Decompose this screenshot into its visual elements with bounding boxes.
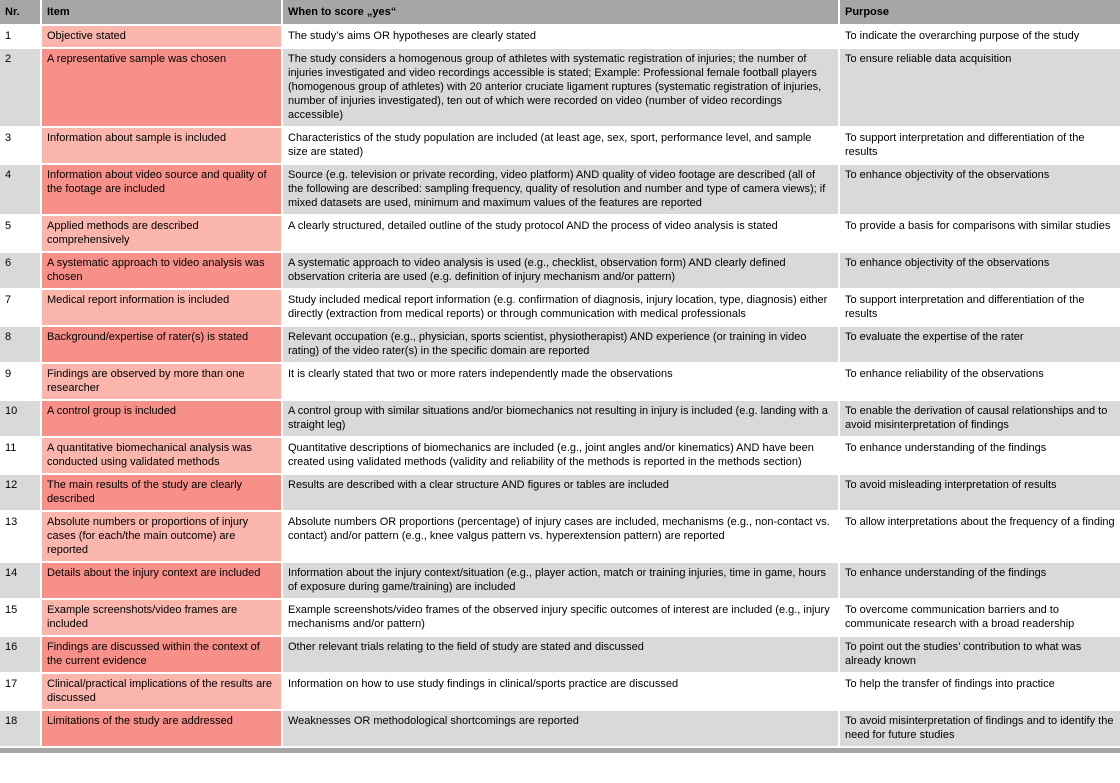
row-number-cell: 16 <box>0 637 40 672</box>
table-row <box>0 600 1120 635</box>
table-row <box>0 327 1120 362</box>
purpose-cell: To avoid misleading interpretation of results <box>840 475 1120 510</box>
table-row <box>0 637 1120 672</box>
row-number-cell: 14 <box>0 563 40 598</box>
when-to-score-cell: Example screenshots/video frames of the observed injury specific outcomes of interest are included (e.g., injury mechanisms and/or pattern) <box>283 600 838 635</box>
table-row <box>0 512 1120 561</box>
purpose-cell: To provide a basis for comparisons with similar studies <box>840 216 1120 251</box>
table-row <box>0 475 1120 510</box>
table-row <box>0 253 1120 288</box>
purpose-cell: To enhance understanding of the findings <box>840 438 1120 473</box>
col-header-purpose: Purpose <box>840 0 1120 24</box>
item-cell: Limitations of the study are addressed <box>42 711 281 746</box>
when-to-score-cell: Results are described with a clear structure AND figures or tables are included <box>283 475 838 510</box>
purpose-cell: To enhance objectivity of the observations <box>840 253 1120 288</box>
item-cell: Absolute numbers or proportions of injury cases (for each/the main outcome) are reported <box>42 512 281 561</box>
item-cell: The main results of the study are clearly described <box>42 475 281 510</box>
table-row <box>0 401 1120 436</box>
row-number-cell: 7 <box>0 290 40 325</box>
table-header-row <box>0 0 1120 24</box>
purpose-cell: To enhance reliability of the observations <box>840 364 1120 399</box>
purpose-cell: To evaluate the expertise of the rater <box>840 327 1120 362</box>
when-to-score-cell: A systematic approach to video analysis is used (e.g., checklist, observation form) AND clearly defined observation criteria are used (e.g. definition of injury mechanism and/or pattern) <box>283 253 838 288</box>
purpose-cell: To overcome communication barriers and to communicate research with a broad readership <box>840 600 1120 635</box>
row-number-cell: 11 <box>0 438 40 473</box>
when-to-score-cell: A control group with similar situations and/or biomechanics not resulting in injury is included (e.g. landing with a straight leg) <box>283 401 838 436</box>
purpose-cell: To support interpretation and differentiation of the results <box>840 290 1120 325</box>
row-number-cell: 9 <box>0 364 40 399</box>
table-row <box>0 674 1120 709</box>
table-row <box>0 563 1120 598</box>
when-to-score-cell: Study included medical report information (e.g. confirmation of diagnosis, injury location, type, diagnosis) either directly (extraction from medical reports) or through communication with medical professionals <box>283 290 838 325</box>
purpose-cell: To enhance objectivity of the observations <box>840 165 1120 214</box>
item-cell: Clinical/practical implications of the results are discussed <box>42 674 281 709</box>
table-row <box>0 26 1120 47</box>
item-cell: Background/expertise of rater(s) is stated <box>42 327 281 362</box>
item-cell: Medical report information is included <box>42 290 281 325</box>
table-row <box>0 364 1120 399</box>
item-cell: A control group is included <box>42 401 281 436</box>
table-row <box>0 49 1120 126</box>
purpose-cell: To help the transfer of findings into practice <box>840 674 1120 709</box>
item-cell: Example screenshots/video frames are included <box>42 600 281 635</box>
row-number-cell: 15 <box>0 600 40 635</box>
row-number-cell: 2 <box>0 49 40 126</box>
row-number-cell: 17 <box>0 674 40 709</box>
purpose-cell: To indicate the overarching purpose of the study <box>840 26 1120 47</box>
item-cell: Objective stated <box>42 26 281 47</box>
col-header-when-to-score: When to score „yes“ <box>283 0 838 24</box>
row-number-cell: 18 <box>0 711 40 746</box>
when-to-score-cell: It is clearly stated that two or more raters independently made the observations <box>283 364 838 399</box>
item-cell: A systematic approach to video analysis was chosen <box>42 253 281 288</box>
item-cell: A representative sample was chosen <box>42 49 281 126</box>
table-body <box>0 26 1120 748</box>
when-to-score-cell: Other relevant trials relating to the field of study are stated and discussed <box>283 637 838 672</box>
row-number-cell: 1 <box>0 26 40 47</box>
purpose-cell: To enhance understanding of the findings <box>840 563 1120 598</box>
table-row <box>0 216 1120 251</box>
table-row <box>0 165 1120 214</box>
row-number-cell: 6 <box>0 253 40 288</box>
item-cell: Findings are discussed within the context of the current evidence <box>42 637 281 672</box>
when-to-score-cell: Weaknesses OR methodological shortcomings are reported <box>283 711 838 746</box>
purpose-cell: To point out the studies’ contribution to what was already known <box>840 637 1120 672</box>
row-number-cell: 8 <box>0 327 40 362</box>
when-to-score-cell: Quantitative descriptions of biomechanics are included (e.g., joint angles and/or kinematics) AND have been created using validated methods (validity and reliability of the methods is reported in the methods section) <box>283 438 838 473</box>
purpose-cell: To avoid misinterpretation of findings and to identify the need for future studies <box>840 711 1120 746</box>
when-to-score-cell: Information about the injury context/situation (e.g., player action, match or training injuries, time in game, hours of exposure during game/training) are included <box>283 563 838 598</box>
table-row <box>0 711 1120 746</box>
purpose-cell: To allow interpretations about the frequency of a finding <box>840 512 1120 561</box>
table-row <box>0 290 1120 325</box>
when-to-score-cell: The study’s aims OR hypotheses are clearly stated <box>283 26 838 47</box>
row-number-cell: 4 <box>0 165 40 214</box>
row-number-cell: 5 <box>0 216 40 251</box>
when-to-score-cell: Relevant occupation (e.g., physician, sports scientist, physiotherapist) AND experience (or training in video rating) of the video rater(s) in the specific domain are reported <box>283 327 838 362</box>
row-number-cell: 3 <box>0 128 40 163</box>
col-header-nr: Nr. <box>0 0 40 24</box>
when-to-score-cell: A clearly structured, detailed outline of the study protocol AND the process of video analysis is stated <box>283 216 838 251</box>
table-row <box>0 438 1120 473</box>
purpose-cell: To support interpretation and differentiation of the results <box>840 128 1120 163</box>
item-cell: Findings are observed by more than one researcher <box>42 364 281 399</box>
table-bottom-border <box>0 748 1120 753</box>
item-cell: Information about video source and quality of the footage are included <box>42 165 281 214</box>
col-header-item: Item <box>42 0 281 24</box>
when-to-score-cell: Absolute numbers OR proportions (percentage) of injury cases are included, mechanisms (e.g., non-contact vs. contact) and/or pattern (e.g., knee valgus pattern vs. hyperextension pattern) are reported <box>283 512 838 561</box>
item-cell: Applied methods are described comprehensively <box>42 216 281 251</box>
purpose-cell: To enable the derivation of causal relationships and to avoid misinterpretation of findings <box>840 401 1120 436</box>
when-to-score-cell: Information on how to use study findings in clinical/sports practice are discussed <box>283 674 838 709</box>
item-cell: Information about sample is included <box>42 128 281 163</box>
purpose-cell: To ensure reliable data acquisition <box>840 49 1120 126</box>
when-to-score-cell: Source (e.g. television or private recording, video platform) AND quality of video footage are described (all of the following are described: sampling frequency, quality of resolution and number and type of camera views); if mixed datasets are used, minimum and maximum values of the features are reported <box>283 165 838 214</box>
row-number-cell: 12 <box>0 475 40 510</box>
row-number-cell: 10 <box>0 401 40 436</box>
row-number-cell: 13 <box>0 512 40 561</box>
table-row <box>0 128 1120 163</box>
item-cell: Details about the injury context are included <box>42 563 281 598</box>
item-cell: A quantitative biomechanical analysis was conducted using validated methods <box>42 438 281 473</box>
when-to-score-cell: Characteristics of the study population are included (at least age, sex, sport, performance level, and sample size are stated) <box>283 128 838 163</box>
when-to-score-cell: The study considers a homogenous group of athletes with systematic registration of injuries; the number of injuries investigated and video recordings accessible is stated; Example: Professional female football players (homogenous group of athletes) with 20 anterior cruciate ligament ruptures (systematic registration of injuries, number of injuries investigated), ten out of which were recorded on video (number of video recordings accessible) <box>283 49 838 126</box>
